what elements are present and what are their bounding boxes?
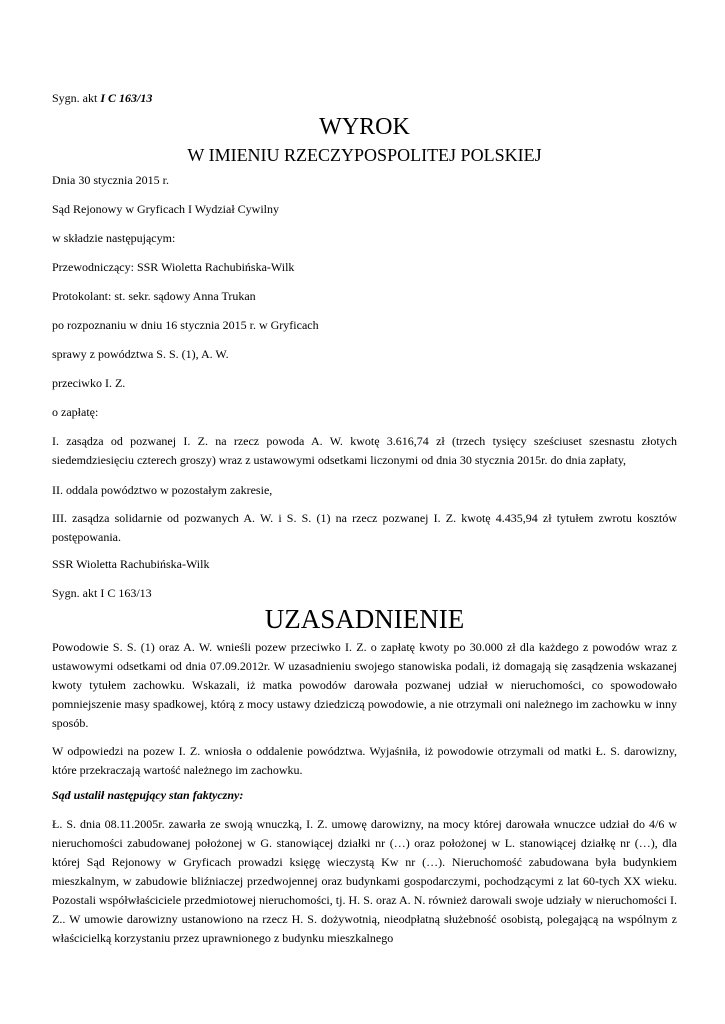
document-subtitle: W IMIENIU RZECZYPOSPOLITEJ POLSKIEJ (187, 145, 542, 165)
justification-title: UZASADNIENIE (264, 604, 465, 634)
meta-date: Dnia 30 stycznia 2015 r. (52, 173, 169, 187)
meta-clerk: Protokolant: st. sekr. sądowy Anna Trukan (52, 289, 256, 303)
judge-signature: SSR Wioletta Rachubińska-Wilk (52, 557, 210, 571)
facts-heading: Sąd ustalił następujący stan faktyczny: (52, 788, 244, 802)
justification-paragraph-3: Ł. S. dnia 08.11.2005r. zawarła ze swoją wnuczką, I. Z. umowę darowizny, na mocy której darowała wnuczce udział do 4/6 w nieruchomości zabudowanej położonej w G. stanowiącej działki nr (…) oraz położonej w L. stanowiącej działkę nr (…), dla której Sąd Rejonowy w Gryficach prowadzi księgę wieczystą Kw nr (…). Nieruchomość zabudowana była budynkiem mieszkalnym, w zabudowie bliźniaczej przedwojennej oraz budynkami gospodarczymi, pochodzącymi z lat 60-tych XX wieku. Pozostali współwłaściciele przedmiotowej nieruchomości, tj. H. S. oraz A. N. również darowali swoje udziały w nieruchomości I. Z.. W umowie darowizny ustanowiono na rzecz H. S. dożywotnią, nieodpłatną służebność osobistą, polegającą na wspólnym z właścicielką korzystaniu przez uprawnionego z budynku mieszkalnego (52, 817, 677, 945)
justification-paragraph-1: Powodowie S. S. (1) oraz A. W. wnieśli pozew przeciwko I. Z. o zapłatę kwoty po 30.000 zł dla każdego z powodów wraz z ustawowymi odsetkami od dnia 07.09.2012r. W uzasadnieniu swojego stanowiska podali, iż domagają się zasądzenia wskazanej kwoty tytułem zachowku. Wskazali, iż matka powodów darowała pozwanej udział w nieruchomości, co spowodowało pomniejszenie masy spadkowej, którą z mocy ustawy dziedziczą powodowie, a nie otrzymali oni należnego im zachowku w inny sposób. (52, 640, 677, 730)
ruling-1: I. zasądza od pozwanej I. Z. na rzecz powoda A. W. kwotę 3.616,74 zł (trzech tysięcy sześciuset szesnastu złotych siedemdziesięciu czterech groszy) wraz z ustawowymi odsetkami liczonymi od dnia 30 stycznia 2015r. do dnia zapłaty, (52, 434, 677, 467)
document-title: WYROK (319, 114, 410, 140)
meta-defendant: przeciwko I. Z. (52, 376, 126, 390)
case-number-prefix: Sygn. akt (52, 91, 101, 105)
case-number-2: Sygn. akt I C 163/13 (52, 586, 152, 600)
meta-subject: o zapłatę: (52, 405, 99, 419)
meta-plaintiffs: sprawy z powództwa S. S. (1), A. W. (52, 347, 229, 361)
ruling-2: II. oddala powództwo w pozostałym zakresie, (52, 483, 273, 497)
meta-presiding-judge: Przewodniczący: SSR Wioletta Rachubińska-Wilk (52, 260, 295, 274)
meta-court: Sąd Rejonowy w Gryficach I Wydział Cywilny (52, 202, 280, 216)
justification-paragraph-2: W odpowiedzi na pozew I. Z. wniosła o oddalenie powództwa. Wyjaśniła, iż powodowie otrzymali od matki Ł. S. darowizny, które przekraczają wartość należnego im zachowku. (52, 744, 677, 777)
case-number-value: I C 163/13 (100, 91, 153, 105)
meta-composition: w składzie następującym: (52, 231, 176, 245)
meta-hearing: po rozpoznaniu w dniu 16 stycznia 2015 r. w Gryficach (52, 318, 319, 332)
case-number (52, 91, 152, 106)
ruling-3: III. zasądza solidarnie od pozwanych A. W. i S. S. (1) na rzecz pozwanej I. Z. kwotę 4.435,94 zł tytułem zwrotu kosztów postępowania. (52, 511, 677, 544)
